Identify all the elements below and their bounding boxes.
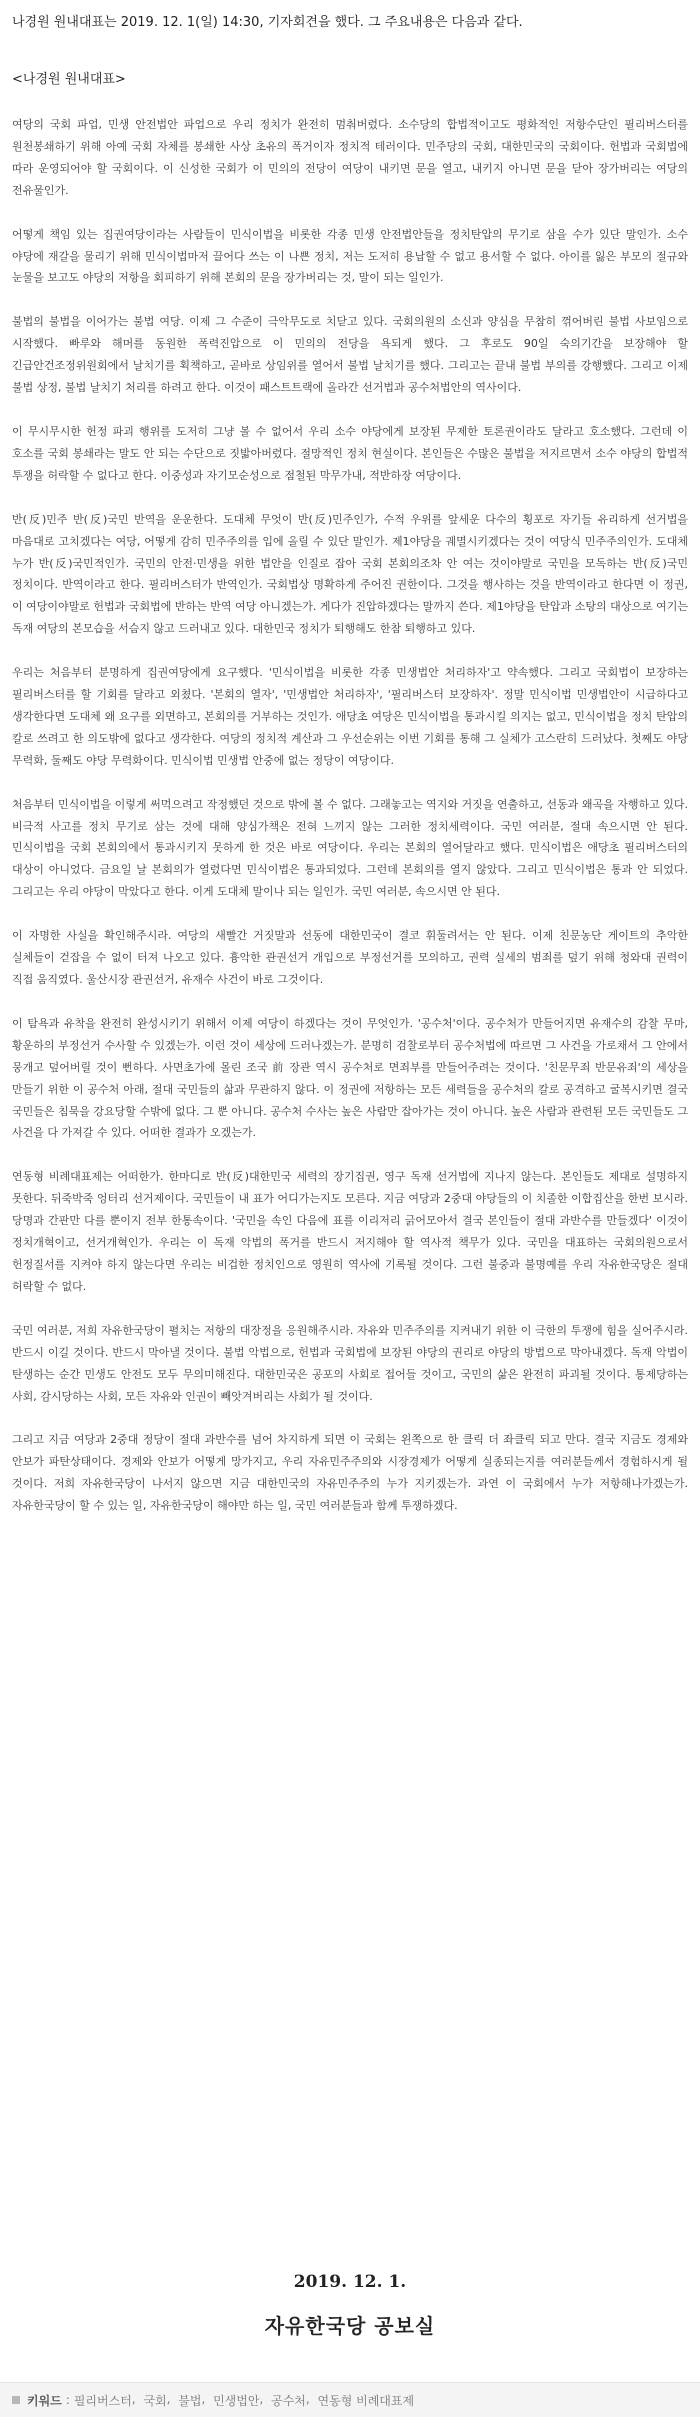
speaker-heading: <나경원 원내대표> (12, 72, 126, 87)
issuing-organization: 자유한국당 공보실 (264, 2314, 436, 2338)
keyword-separator: , (305, 2391, 314, 2406)
intro-text: 나경원 원내대표는 2019. 12. 1(일) 14:30, 기자회견을 했다. 그 주요내용은 다음과 같다. (12, 15, 523, 30)
paragraph: 반(反)민주 반(反)국민 반역을 운운한다. 도대체 무엇이 반(反)민주인가, 수적 우위를 앞세운 다수의 횡포로 자기들 유리하게 선거법을 마음대로 고치겠다는 여당, 어떻게 감히 민주주의를 입에 올릴 수 있단 말인가. 제1야당을 궤멸시키겠다는 것이 여당식 민주주의인가. 도대체 누가 반(反)국민적인가. 국민의 안전·민생을 위한 법안을 인질로 잡아 국회 본회의조차 안 여는 것이야말로 국민을 모독하는 반(反)국민 정치이다. 반역이라고 한다. 필리버스터가 반역인가. 국회법상 명확하게 주어진 권한이다. 그것을 행사하는 것을 반역이라고 한다면 이 정권, 이 여당이야말로 헌법과 국회법에 반하는 반역 여당 아니겠는가. 게다가 진압하겠다는 말까지 쓴다. 제1야당을 탄압과 소탕의 대상으로 여기는 독재 여당의 본모습을 서슴지 않고 드러내고 있다. 대한민국 정치가 퇴행해도 한참 퇴행하고 있다. (12, 512, 688, 636)
paragraph: 그리고 지금 여당과 2중대 정당이 절대 과반수를 넘어 차지하게 되면 이 국회는 왼쪽으로 한 클릭 더 좌클릭 되고 만다. 결국 지금도 경제와 안보가 파탄상태이다. 경제와 안보가 어떻게 망가지고, 우리 자유민주주의와 시장경제가 어떻게 실종되는지를 여러분들께서 경험하시게 될 것이다. 저희 자유한국당이 나서지 않으면 지금 대한민국의 자유민주주의 누가 지키겠는가. 과연 이 국회에서 누가 저항해나가겠는가. 자유한국당이 할 수 있는 일, 자유한국당이 해야만 하는 일, 국민 여러분들과 함께 투쟁하겠다. (12, 1433, 688, 1513)
paragraph: 우리는 처음부터 분명하게 집권여당에게 요구했다. '민식이법을 비롯한 각종 민생법안 처리하자'고 약속했다. 그리고 국회법이 보장하는 필리버스터를 할 기회를 달라고 외쳤다. '본회의 열자', '민생법안 처리하자', '필리버스터 보장하자'. 정말 민식이법 민생법안이 시급하다고 생각한다면 도대체 왜 요구를 외면하고, 본회의를 거부하는 것인가. 애당초 여당은 민식이법을 통과시킬 의지는 없고, 민식이법을 정치 탄압의 칼로 쓰려고 한 의도밖에 없다고 생각한다. 여당의 정치적 계산과 그 우선순위는 이번 기회를 통해 그 실체가 고스란히 드러났다. 첫째도 야당 무력화, 둘째도 야당 무력화이다. 민식이법 민생법 안중에 없는 정당이 여당이다. (12, 666, 688, 767)
paragraph: 불법의 불법을 이어가는 불법 여당. 이제 그 수준이 극악무도로 치닫고 있다. 국회의원의 소신과 양심을 무참히 꺾어버린 불법 사보임으로 시작했다. 빠루와 해머를 동원한 폭력진압으로 이 민의의 전당을 욕되게 했다. 그 후로도 90일 숙의기간을 보장해야 할 긴급안건조정위원회에서 날치기를 획책하고, 곧바로 상임위를 열어서 불법 날치기를 했다. 그리고는 끝내 불법 부의를 강행했다. 그리고 이제 불법 상정, 불법 날치기 처리를 하려고 한다. 이것이 패스트트랙에 올라간 선거법과 공수처법안의 역사이다. (12, 315, 688, 395)
keyword-colon: : (65, 2393, 70, 2407)
keyword-separator: , (131, 2391, 140, 2406)
keyword-label: 키워드 (27, 2393, 62, 2408)
paragraph: 이 탐욕과 유착을 완전히 완성시키기 위해서 이제 여당이 하겠다는 것이 무엇인가. '공수처'이다. 공수처가 만들어지면 유재수의 감찰 무마, 황운하의 부정선거 수사할 수 있겠는가. 이런 것이 세상에 드러나겠는가. 분명히 검찰로부터 공수처법에 따르면 그 사건을 가로채서 그 안에서 뭉개고 덮어버릴 것이 뻔하다. 사면초가에 몰린 조국 前 장관 역시 공수처로 면죄부를 만들어주려는 것이다. '친문무죄 반문유죄'의 세상을 만들기 위한 이 공수처 아래, 절대 국민들의 삶과 무관하지 않다. 이 정권에 저항하는 모든 세력들을 공수처의 칼로 공격하고 굴복시키면 결국 국민들은 침묵을 강요당할 수밖에 없다. 그 뿐 아니다. 공수처 수사는 높은 사람만 잡아가는 것이 아니다. 높은 사람과 관련된 모든 국민들도 그 사건을 다 가져갈 수 있다. 어떠한 결과가 오겠는가. (12, 1016, 688, 1140)
keyword-separator: , (166, 2391, 175, 2406)
keyword-tag[interactable]: 불법 (178, 2393, 202, 2408)
keyword-tag[interactable]: 국회 (143, 2393, 167, 2408)
paragraph: 이 자명한 사실을 확인해주시라. 여당의 새빨간 거짓말과 선동에 대한민국이 결코 휘둘려서는 안 된다. 이제 친문농단 게이트의 추악한 실체들이 걷잡을 수 없이 터져 나오고 있다. 흉악한 관권선거 개입으로 부정선거를 모의하고, 권력 실세의 범죄를 덮기 위해 청와대 권력이 직접 움직였다. 울산시장 관권선거, 유재수 사건이 바로 그것이다. (12, 929, 688, 986)
keyword-separator: , (201, 2391, 210, 2406)
paragraph: 국민 여러분, 저희 자유한국당이 펼치는 저항의 대장정을 응원해주시라. 자유와 민주주의를 지켜내기 위한 이 극한의 투쟁에 힘을 실어주시라. 반드시 이길 것이다. 반드시 막아낼 것이다. 불법 악법으로, 헌법과 국회법에 보장된 야당의 권리로 야당의 방법으로 막아내겠다. 독재 악법이 탄생하는 순간 민생도 안전도 모두 무의미해진다. 대한민국은 공포의 사회로 접어들 것이고, 국민의 삶은 완전히 파괴될 것이다. 통제당하는 사회, 감시당하는 사회, 모든 자유와 인권이 빼앗겨버리는 사회가 될 것이다. (12, 1323, 688, 1403)
statement-body (12, 114, 688, 1539)
paragraph: 여당의 국회 파업, 민생 안전법안 파업으로 우리 정치가 완전히 멈춰버렸다. 소수당의 합법적이고도 평화적인 저항수단인 필리버스터를 원천봉쇄하기 위해 아예 국회 자체를 봉쇄한 사상 초유의 폭거이자 정치적 테러이다. 민주당의 국회, 대한민국의 국회이다. 헌법과 국회법에 따라 운영되어야 할 국회이다. 이 신성한 국회가 이 민의의 전당이 여당이 내키면 문을 열고, 내키지 아니면 문을 닫아 장가버리는 여당의 전유물인가. (12, 118, 688, 197)
paragraph: 연동형 비례대표제는 어떠한가. 한마디로 반(反)대한민국 세력의 장기집권, 영구 독재 선거법에 지나지 않는다. 본인들도 제대로 설명하지 못한다. 뒤죽박죽 엉터리 선거제이다. 국민들이 내 표가 어디가는지도 모른다. 지금 여당과 2중대 야당들의 이 치졸한 이합집산을 한번 보시라. 당명과 간판만 다를 뿐이지 전부 한통속이다. '국민을 속인 다음에 표를 이리저리 긁어모아서 결국 본인들이 절대 과반수를 만들겠다' 이것이 정치개혁이고, 선거개혁인가. 우리는 이 독재 악법의 폭거를 반드시 저지해야 할 역사적 책무가 있다. 국민을 대표하는 국회의원으로서 헌정질서를 지켜야 하지 않는다면 우리는 비겁한 정치인으로 영원히 역사에 기록될 것이다. 그런 불중과 불명예를 우리 자유한국당은 절대 허락할 수 없다. (12, 1170, 688, 1293)
keyword-separator: , (259, 2391, 268, 2406)
keyword-tag[interactable]: 필리버스터 (73, 2393, 132, 2408)
keyword-bullet-icon (12, 2396, 20, 2404)
keyword-list (74, 2392, 414, 2409)
release-date: 2019. 12. 1. (293, 2272, 407, 2292)
paragraph: 어떻게 책임 있는 집권여당이라는 사람들이 민식이법을 비롯한 각종 민생 안전법안들을 정치탄압의 무기로 삼을 수가 있단 말인가. 소수 야당에 재갈을 물리기 위해 민식이법마저 끌어다 쓰는 이 나쁜 정치, 저는 도저히 용납할 수 없고 용서할 수 없다. 아이를 잃은 부모의 절규와 눈물을 보고도 야당의 저항을 회피하기 위해 본회의 문을 장가버리는 것, 말이 되는 일인가. (12, 227, 688, 285)
keyword-tag[interactable]: 민생법안 (213, 2393, 260, 2408)
paragraph: 처음부터 민식이법을 이렇게 써먹으려고 작정했던 것으로 밖에 볼 수 없다. 그래놓고는 역지와 거짓을 연출하고, 선동과 왜곡을 자행하고 있다. 비극적 사고를 정치 무기로 삼는 것에 대해 양심가책은 전혀 느끼지 않는 그러한 정치세력이다. 국민 여러분, 절대 속으시면 안 된다. 민식이법을 국회 본회의에서 통과시키지 못하게 한 것은 바로 여당이다. 우리는 본회의 열어달라고 했다. 민식이법은 애당초 필리버스터의 대상이 아니었다. 금요일 날 본회의가 열렸다면 민식이법은 통과되었다. 그런데 본회의를 열지 않았다. 그리고 민식이법은 통과 안 되었다. 그리고는 우리 야당이 막았다고 한다. 이게 도대체 말이나 되는 일인가. 국민 여러분, 속으시면 안 된다. (12, 797, 688, 899)
keyword-bar (0, 2382, 700, 2417)
paragraph: 이 무시무시한 헌정 파괴 행위를 도저히 그냥 볼 수 없어서 우리 소수 야당에게 보장된 무제한 토론권이라도 달라고 호소했다. 그런데 이 호소를 국회 봉쇄라는 말도 안 되는 수단으로 짓밟아버렸다. 절망적인 정치 현실이다. 본인들은 수많은 불법을 저지르면서 소수 야당의 합법적 투쟁을 허락할 수 없다고 한다. 이중성과 자기모순성으로 점철된 막무가내, 적반하장 여당이다. (12, 424, 688, 482)
keyword-tag[interactable]: 연동형 비례대표제 (317, 2393, 415, 2408)
keyword-tag[interactable]: 공수처 (271, 2393, 306, 2408)
